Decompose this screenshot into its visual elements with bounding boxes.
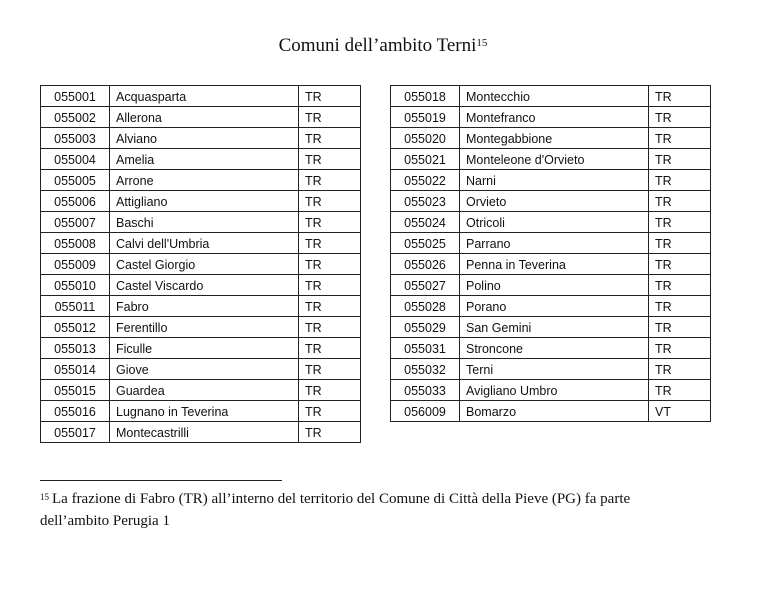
footnote-text: La frazione di Fabro (TR) all’interno del territorio del Comune di Città della Pieve (PG) fa parte dell’ambito Perugia 1 xyxy=(40,491,631,529)
municipality-name: Castel Giorgio xyxy=(110,254,299,275)
municipality-code: 055025 xyxy=(391,233,460,254)
province-code: TR xyxy=(649,86,711,107)
municipality-code: 055007 xyxy=(41,212,110,233)
municipality-code: 055014 xyxy=(41,359,110,380)
table-row xyxy=(41,170,361,191)
municipality-code: 055003 xyxy=(41,128,110,149)
municipality-name: Avigliano Umbro xyxy=(460,380,649,401)
province-code: TR xyxy=(299,170,361,191)
province-code: TR xyxy=(649,380,711,401)
table-row xyxy=(41,149,361,170)
province-code: TR xyxy=(299,380,361,401)
province-code: TR xyxy=(649,254,711,275)
province-code: TR xyxy=(649,170,711,191)
province-code: TR xyxy=(649,233,711,254)
municipality-code: 055009 xyxy=(41,254,110,275)
footnote-reference: 15 xyxy=(476,37,488,49)
table-row xyxy=(391,254,711,275)
province-code: VT xyxy=(649,401,711,422)
province-code: TR xyxy=(299,275,361,296)
province-code: TR xyxy=(299,212,361,233)
table-row xyxy=(41,359,361,380)
municipality-code: 055027 xyxy=(391,275,460,296)
province-code: TR xyxy=(299,317,361,338)
province-code: TR xyxy=(649,191,711,212)
municipality-name: Orvieto xyxy=(460,191,649,212)
table-row xyxy=(41,86,361,107)
municipality-name: Giove xyxy=(110,359,299,380)
municipality-name: Otricoli xyxy=(460,212,649,233)
province-code: TR xyxy=(299,191,361,212)
municipality-code: 055002 xyxy=(41,107,110,128)
municipality-code: 055024 xyxy=(391,212,460,233)
municipality-code: 055022 xyxy=(391,170,460,191)
municipality-name: Parrano xyxy=(460,233,649,254)
table-row xyxy=(41,128,361,149)
municipality-code: 055020 xyxy=(391,128,460,149)
footnote-number: 15 xyxy=(40,492,49,502)
table-row xyxy=(391,86,711,107)
province-code: TR xyxy=(299,338,361,359)
municipality-code: 055004 xyxy=(41,149,110,170)
municipality-name: Lugnano in Teverina xyxy=(110,401,299,422)
province-code: TR xyxy=(299,128,361,149)
province-code: TR xyxy=(299,296,361,317)
municipality-name: Guardea xyxy=(110,380,299,401)
municipality-code: 055016 xyxy=(41,401,110,422)
table-row xyxy=(41,338,361,359)
municipality-code: 055031 xyxy=(391,338,460,359)
table-row xyxy=(391,233,711,254)
table-row xyxy=(41,191,361,212)
table-row xyxy=(391,212,711,233)
municipality-name: Bomarzo xyxy=(460,401,649,422)
municipality-code: 055015 xyxy=(41,380,110,401)
table-row xyxy=(41,254,361,275)
municipality-code: 055011 xyxy=(41,296,110,317)
province-code: TR xyxy=(649,212,711,233)
municipality-code: 055029 xyxy=(391,317,460,338)
table-row xyxy=(391,296,711,317)
province-code: TR xyxy=(649,149,711,170)
table-row xyxy=(391,170,711,191)
table-row xyxy=(41,233,361,254)
province-code: TR xyxy=(649,338,711,359)
municipality-name: San Gemini xyxy=(460,317,649,338)
municipality-name: Arrone xyxy=(110,170,299,191)
municipality-name: Montegabbione xyxy=(460,128,649,149)
municipality-name: Ferentillo xyxy=(110,317,299,338)
province-code: TR xyxy=(299,233,361,254)
table-row xyxy=(41,317,361,338)
province-code: TR xyxy=(649,317,711,338)
table-row xyxy=(391,149,711,170)
table-row xyxy=(391,380,711,401)
municipality-name: Allerona xyxy=(110,107,299,128)
comuni-table-right xyxy=(390,85,711,422)
province-code: TR xyxy=(299,107,361,128)
municipality-name: Castel Viscardo xyxy=(110,275,299,296)
municipality-code: 055032 xyxy=(391,359,460,380)
province-code: TR xyxy=(299,149,361,170)
municipality-code: 055028 xyxy=(391,296,460,317)
province-code: TR xyxy=(649,296,711,317)
municipality-name: Narni xyxy=(460,170,649,191)
table-row xyxy=(391,107,711,128)
municipality-name: Calvi dell'Umbria xyxy=(110,233,299,254)
municipality-name: Baschi xyxy=(110,212,299,233)
table-row xyxy=(391,401,711,422)
table-row xyxy=(391,338,711,359)
table-row xyxy=(41,212,361,233)
province-code: TR xyxy=(299,422,361,443)
municipality-code: 055019 xyxy=(391,107,460,128)
table-row xyxy=(41,296,361,317)
table-row xyxy=(41,275,361,296)
municipality-name: Monteleone d'Orvieto xyxy=(460,149,649,170)
table-row xyxy=(41,422,361,443)
table-row xyxy=(391,359,711,380)
table-row xyxy=(391,317,711,338)
page-title-text: Comuni dell’ambito Terni xyxy=(278,35,477,56)
municipality-name: Porano xyxy=(460,296,649,317)
municipality-code: 055023 xyxy=(391,191,460,212)
comuni-table-right-body xyxy=(391,86,711,422)
page-title xyxy=(0,34,766,58)
municipality-name: Polino xyxy=(460,275,649,296)
municipality-name: Montecastrilli xyxy=(110,422,299,443)
municipality-name: Penna in Teverina xyxy=(460,254,649,275)
municipality-name: Fabro xyxy=(110,296,299,317)
province-code: TR xyxy=(649,107,711,128)
province-code: TR xyxy=(649,275,711,296)
municipality-name: Montefranco xyxy=(460,107,649,128)
province-code: TR xyxy=(649,128,711,149)
province-code: TR xyxy=(299,86,361,107)
municipality-code: 055005 xyxy=(41,170,110,191)
table-row xyxy=(41,401,361,422)
municipality-code: 055033 xyxy=(391,380,460,401)
municipality-code: 055021 xyxy=(391,149,460,170)
municipality-code: 055017 xyxy=(41,422,110,443)
province-code: TR xyxy=(299,359,361,380)
comuni-table-left xyxy=(40,85,361,443)
table-row xyxy=(391,275,711,296)
province-code: TR xyxy=(299,254,361,275)
municipality-name: Ficulle xyxy=(110,338,299,359)
municipality-name: Montecchio xyxy=(460,86,649,107)
municipality-code: 055013 xyxy=(41,338,110,359)
municipality-name: Alviano xyxy=(110,128,299,149)
municipality-code: 055026 xyxy=(391,254,460,275)
municipality-name: Attigliano xyxy=(110,191,299,212)
table-row xyxy=(391,128,711,149)
province-code: TR xyxy=(299,401,361,422)
municipality-code: 055012 xyxy=(41,317,110,338)
municipality-name: Acquasparta xyxy=(110,86,299,107)
table-row xyxy=(41,107,361,128)
municipality-code: 055001 xyxy=(41,86,110,107)
municipality-name: Amelia xyxy=(110,149,299,170)
footnote xyxy=(40,488,680,532)
municipality-name: Terni xyxy=(460,359,649,380)
table-row xyxy=(41,380,361,401)
table-row xyxy=(391,191,711,212)
municipality-code: 055018 xyxy=(391,86,460,107)
footnote-separator xyxy=(40,480,282,481)
province-code: TR xyxy=(649,359,711,380)
municipality-name: Stroncone xyxy=(460,338,649,359)
municipality-code: 055008 xyxy=(41,233,110,254)
municipality-code: 056009 xyxy=(391,401,460,422)
comuni-table-left-body xyxy=(41,86,361,443)
municipality-code: 055010 xyxy=(41,275,110,296)
municipality-code: 055006 xyxy=(41,191,110,212)
